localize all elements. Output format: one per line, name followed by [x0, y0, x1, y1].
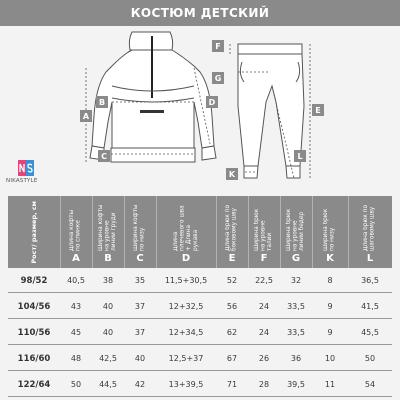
cell-e: 56	[226, 302, 238, 311]
table-row	[8, 346, 392, 371]
cell-k: 9	[327, 302, 333, 311]
header-letter: E	[228, 253, 236, 264]
marker-l: L	[294, 150, 306, 162]
cell-g: 36	[290, 354, 302, 363]
cell-d: 11,5+30,5	[164, 276, 208, 285]
cell-d: 12+32,5	[168, 302, 204, 311]
marker-e: E	[312, 104, 324, 116]
header-col-c	[124, 196, 156, 268]
header-desc: Ширина брюк по низу	[323, 208, 336, 251]
marker-g: G	[212, 72, 224, 84]
sweatshirt-drawing	[90, 32, 216, 162]
header-col-e	[216, 196, 248, 268]
header-letter: G	[291, 253, 301, 264]
cell-g: 33,5	[287, 302, 305, 311]
header-desc: Длина плечевого шва + Длина рукава	[172, 205, 199, 251]
header-col-l	[348, 196, 392, 268]
header-letter: D	[181, 253, 191, 264]
cell-c: 42	[134, 380, 146, 389]
size-table	[8, 196, 392, 398]
header-letter: F	[260, 253, 268, 264]
table-row	[8, 320, 392, 345]
header-desc: Длина брюк по шаговому шву	[363, 204, 376, 251]
marker-k: K	[226, 168, 238, 180]
cell-b: 42,5	[99, 354, 117, 363]
cell-l: 50	[364, 354, 376, 363]
header-size-label: Рост/ размер, см	[30, 200, 38, 264]
marker-c: C	[98, 150, 110, 162]
cell-d: 13+39,5	[168, 380, 204, 389]
header-desc: Длина брюк по боковому шву	[225, 204, 238, 251]
cell-d: 12,5+37	[168, 354, 204, 363]
marker-f: F	[212, 40, 224, 52]
cell-l: 54	[364, 380, 376, 389]
cell-f: 28	[258, 380, 270, 389]
cell-l: 41,5	[361, 302, 379, 311]
cell-size: 104/56	[17, 301, 51, 312]
cell-e: 71	[226, 380, 238, 389]
cell-k: 9	[327, 328, 333, 337]
page-title: КОСТЮМ ДЕТСКИЙ	[130, 6, 270, 20]
cell-c: 37	[134, 302, 146, 311]
cell-f: 26	[258, 354, 270, 363]
garment-drawing	[0, 26, 400, 196]
brand-name: NIKASTYLE	[6, 178, 38, 184]
header-col-k	[312, 196, 348, 268]
cell-g: 33,5	[287, 328, 305, 337]
cell-b: 44,5	[99, 380, 117, 389]
cell-e: 62	[226, 328, 238, 337]
header-col-g	[280, 196, 312, 268]
cell-size: 116/60	[17, 353, 51, 364]
cell-f: 24	[258, 302, 270, 311]
table-header	[8, 196, 392, 268]
cell-size: 122/64	[17, 379, 51, 390]
cell-b: 38	[102, 276, 114, 285]
cell-f: 22,5	[255, 276, 273, 285]
cell-e: 67	[226, 354, 238, 363]
header-col-b	[92, 196, 124, 268]
table-row	[8, 294, 392, 319]
cell-l: 36,5	[361, 276, 379, 285]
brand-logo	[6, 160, 46, 190]
header-desc: Ширина кофты по низу	[133, 204, 146, 251]
cell-a: 48	[70, 354, 82, 363]
cell-size: 98/52	[20, 275, 48, 286]
cell-a: 43	[70, 302, 82, 311]
cell-d: 12+34,5	[168, 328, 204, 337]
brand-logo-icon	[18, 160, 34, 176]
header-size-column	[8, 196, 60, 268]
cell-g: 39,5	[287, 380, 305, 389]
cell-c: 37	[134, 328, 146, 337]
header-desc: Длина кофты по спинке	[69, 209, 82, 251]
marker-b: B	[96, 96, 108, 108]
header-letter: C	[136, 253, 144, 264]
cell-k: 11	[324, 380, 336, 389]
header-col-a	[60, 196, 92, 268]
marker-a: A	[80, 110, 92, 122]
cell-a: 50	[70, 380, 82, 389]
cell-k: 10	[324, 354, 336, 363]
header-letter: K	[326, 253, 334, 264]
header-desc: Ширина брюк на уровне линии бедер	[286, 208, 306, 251]
table-row	[8, 268, 392, 293]
header-col-f	[248, 196, 280, 268]
cell-b: 40	[102, 328, 114, 337]
cell-size: 110/56	[17, 327, 51, 338]
cell-b: 40	[102, 302, 114, 311]
header-letter: A	[72, 253, 80, 264]
header-letter: L	[366, 253, 374, 264]
cell-l: 45,5	[361, 328, 379, 337]
table-row	[8, 372, 392, 397]
cell-a: 40,5	[67, 276, 85, 285]
cell-a: 45	[70, 328, 82, 337]
marker-d: D	[206, 96, 218, 108]
cell-k: 8	[327, 276, 333, 285]
header-col-d	[156, 196, 216, 268]
header-desc: Ширина брюк на уровне талии	[254, 208, 274, 251]
cell-e: 52	[226, 276, 238, 285]
cell-c: 35	[134, 276, 146, 285]
cell-c: 40	[134, 354, 146, 363]
header-letter: B	[104, 253, 112, 264]
cell-g: 32	[290, 276, 302, 285]
header-desc: Ширина кофты на уровне линии груди	[98, 204, 118, 251]
garment-diagram	[0, 26, 400, 196]
cell-f: 24	[258, 328, 270, 337]
header-bar	[0, 0, 400, 26]
